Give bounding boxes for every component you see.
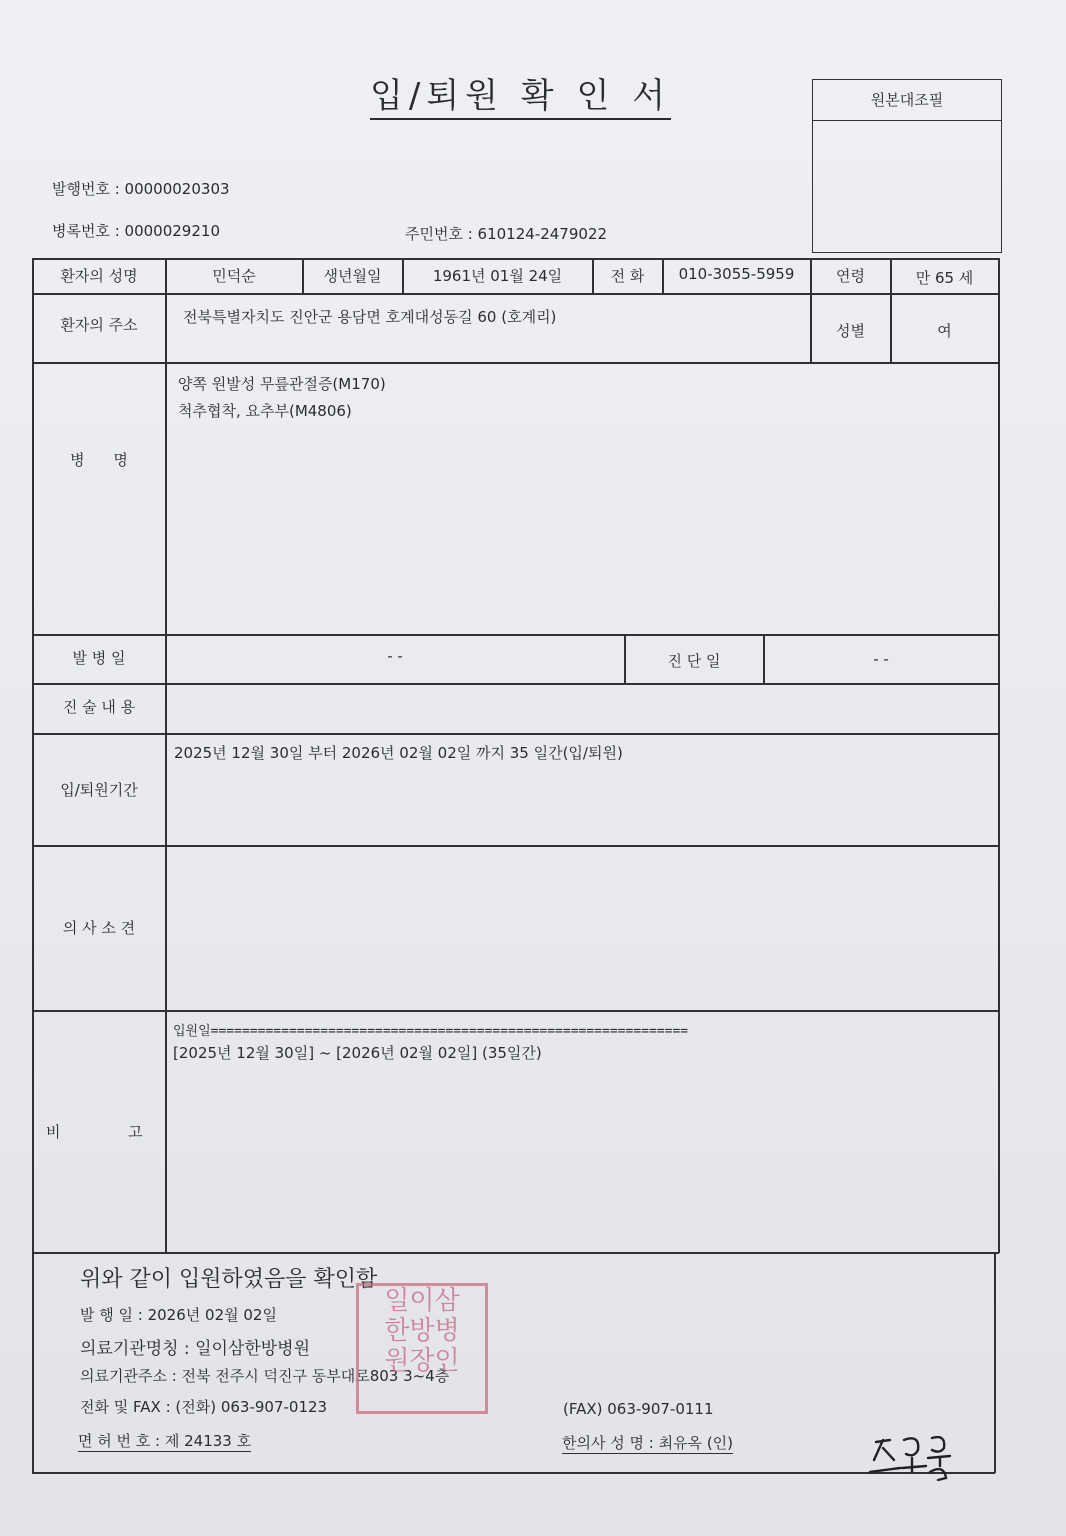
table-line	[165, 258, 167, 1252]
birth-label: 생년월일	[323, 267, 382, 285]
patient-name-label: 환자의 성명	[60, 267, 138, 285]
age-value: 만 65 세	[915, 269, 974, 287]
org-address: 의료기관주소 : 전북 전주시 덕진구 동부대로803 3~4층	[80, 1367, 450, 1385]
diagnosis-value: - -	[873, 650, 889, 668]
hospital-seal: 일이삼 한방병 원장인	[356, 1283, 488, 1414]
onset-value: - -	[387, 647, 403, 665]
chart-number: 병록번호 : 0000029210	[52, 222, 220, 240]
disease-label: 병 명	[70, 451, 128, 469]
birth-date: 1961년 01월 24일	[432, 267, 563, 285]
table-line	[32, 1252, 999, 1254]
table-line	[998, 258, 1000, 1253]
table-line	[32, 683, 999, 685]
statement-label: 진 술 내 용	[62, 698, 136, 716]
table-line	[32, 362, 999, 364]
disease-line-1: 양쪽 원발성 무릎관절증(M170)	[178, 375, 386, 393]
table-line	[994, 1252, 996, 1473]
table-line	[32, 293, 999, 295]
remarks-label-b: 고	[128, 1123, 143, 1141]
handwritten-signature	[866, 1428, 952, 1488]
remarks-line-1: 입원일=============================================================	[173, 1024, 689, 1039]
table-line	[32, 1010, 999, 1012]
period-label: 입/퇴원기간	[60, 781, 138, 799]
onset-label: 발 병 일	[72, 649, 126, 667]
remarks-line-2: [2025년 12월 30일] ~ [2026년 02월 02일] (35일간)	[173, 1044, 542, 1062]
patient-address: 전북특별자치도 진안군 용담면 호계대성동길 60 (호계리)	[183, 308, 557, 326]
original-check-label: 원본대조필	[813, 80, 1001, 121]
sex-label: 성별	[836, 322, 865, 340]
table-line	[32, 845, 999, 847]
phone-number: 010-3055-5959	[678, 265, 795, 283]
phone-label: 전 화	[610, 267, 645, 285]
issue-date: 발 행 일 : 2026년 02월 02일	[80, 1306, 277, 1324]
resident-number: 주민번호 : 610124-2479022	[405, 225, 608, 243]
document-title: 입/퇴원 확 인 서	[370, 76, 671, 120]
fax-number: (FAX) 063-907-0111	[563, 1400, 714, 1418]
table-line	[32, 258, 999, 260]
org-name: 의료기관명칭 : 일이삼한방병원	[80, 1339, 311, 1359]
table-line	[32, 733, 999, 735]
doctor-name: 한의사 성 명 : 최유옥 (인)	[562, 1434, 734, 1452]
confirm-statement: 위와 같이 입원하였음을 확인함	[80, 1267, 378, 1292]
sex-value: 여	[937, 322, 952, 340]
opinion-label: 의 사 소 견	[62, 919, 136, 937]
table-line	[32, 634, 999, 636]
tel-number: 전화 및 FAX : (전화) 063-907-0123	[80, 1398, 328, 1416]
license-number: 면 허 번 호 : 제 24133 호	[78, 1432, 252, 1450]
diagnosis-label: 진 단 일	[667, 652, 721, 670]
disease-line-2: 척추협착, 요추부(M4806)	[178, 402, 352, 420]
remarks-label-a: 비	[46, 1123, 61, 1141]
table-line	[32, 258, 34, 1473]
issue-number: 발행번호 : 00000020303	[52, 180, 230, 198]
address-label: 환자의 주소	[60, 316, 138, 334]
original-check-box	[812, 79, 1002, 253]
period-value: 2025년 12월 30일 부터 2026년 02월 02일 까지 35 일간(입/퇴원)	[174, 744, 623, 762]
age-label: 연령	[836, 267, 865, 285]
patient-name: 민덕순	[212, 267, 256, 285]
table-line	[32, 1472, 995, 1474]
